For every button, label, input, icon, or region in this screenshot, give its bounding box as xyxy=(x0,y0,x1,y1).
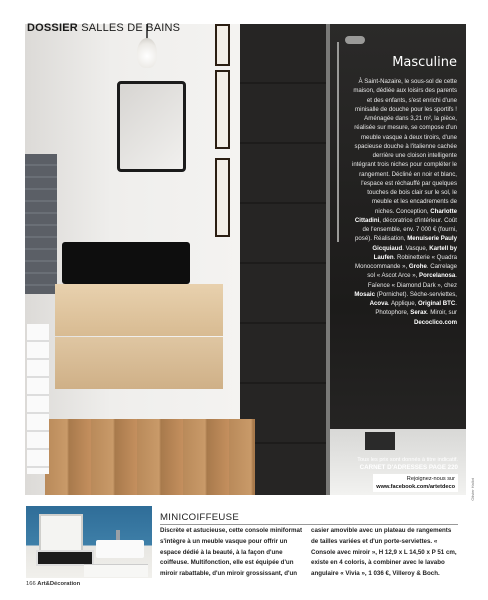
wall-mirror xyxy=(117,81,186,172)
shower-glass-edge xyxy=(326,24,330,495)
page-folio xyxy=(26,581,80,587)
social-box xyxy=(373,474,458,492)
body-text: , décoratrice d'intérieur. Coût de l'ensemble, env. 7 000 € (fourni, posé). Réalisation, xyxy=(355,216,457,243)
body-text: (Pornichet). Sèche-serviettes, xyxy=(375,290,457,298)
pendant-lamp xyxy=(137,38,157,68)
body-text: . Photophore, xyxy=(375,300,457,317)
insert-column-1: Discrète et astucieuse, cette console miniformat s'intègre à un meuble vasque pour offrir un espace dédié à la beauté, à la façon d'une coiffeuse. Multifonction, elle est équipée d'un miroir rabattable, d'un miroir grossissant, d'un xyxy=(160,527,303,578)
join-us-label: Rejoignez-nous sur xyxy=(406,476,455,482)
credit-name: Charlotte Cittadini xyxy=(354,207,457,224)
credit-name: Porcelanosa xyxy=(419,272,456,280)
credit-name: Serax xyxy=(410,309,427,317)
wood-floor xyxy=(45,419,255,495)
photo-credit: Olivier Hallot xyxy=(470,478,475,501)
showerhead xyxy=(345,36,365,44)
shower-rail xyxy=(337,42,339,242)
towel-radiator xyxy=(27,324,49,474)
address-book-ref: CARNET D'ADRESSES PAGE 220 xyxy=(359,464,458,471)
body-text: . Robinetterie « Quadra Monocommande », xyxy=(355,253,457,270)
vanity-drawer-bottom xyxy=(55,337,223,389)
vanity-console-photo xyxy=(26,506,152,578)
shower-drain xyxy=(365,432,395,450)
page-number: 166 xyxy=(26,581,36,587)
article-title: Masculine xyxy=(392,55,457,70)
prices-note xyxy=(336,456,458,492)
credit-name: Kartell by Laufen xyxy=(373,244,457,261)
article-text xyxy=(351,55,457,327)
insert-divider xyxy=(160,524,458,525)
facebook-link[interactable]: www.facebook.com/artetdeco xyxy=(376,484,455,490)
body-text: À Saint-Nazaire, le sous-sol de cette maison, dédiée aux loisirs des parents et des enfants, s'est enrichi d'une minisalle de douche pour les sportifs ! Aménagée dans 3,21 m², la pièce, réalisée sur mesure, se compose d'un meuble vasque à deux tiroirs, d'une spacieuse douche à l'italienne cachée derrière une cloison intelligente intégrant trois niches pour compléter le rangement. Décliné en noir et blanc, l'espace est réchauffé par quelques touches de bois clair sur le sol, le meuble et les encadrements de niches. Conception, xyxy=(351,78,457,215)
topic-label: SALLES DE BAINS xyxy=(81,22,181,34)
towels xyxy=(25,154,57,294)
folding-mirror xyxy=(39,514,83,554)
credit-name: Mosaic xyxy=(354,290,376,298)
body-text: . Vasque, xyxy=(402,244,430,252)
article-body xyxy=(351,77,457,327)
credit-name: Menuiserie Pauly Gicquiaud xyxy=(372,235,457,252)
niche-shelf xyxy=(215,70,230,149)
drawer xyxy=(84,564,148,577)
dossier-label: DOSSIER xyxy=(27,22,78,34)
credit-name: Decoclico.com xyxy=(413,318,457,326)
insert-column-2: casier amovible avec un plateau de rangements de tailles variées et d'un porte-serviettes. « Console avec miroir », H 12,9 x L 14,50 x P 51 cm, existe en 4 coloris, à combiner avec le lavabo angulaire « Vivia », 1 036 €, Villeroy & Boch. xyxy=(311,527,457,578)
insert-title: MINICOIFFEUSE xyxy=(160,512,240,523)
section-header xyxy=(27,22,180,34)
body-text: . Faïence « Diamond Dark », chez xyxy=(367,272,457,289)
niche-shelf xyxy=(215,158,230,237)
black-basin xyxy=(62,242,190,284)
niche-shelf xyxy=(215,24,230,66)
body-text: . Miroir, sur xyxy=(426,309,457,317)
magazine-name: Art&Décoration xyxy=(37,581,81,587)
credit-name: Acova xyxy=(369,300,388,307)
prices-disclaimer: Tous les prix sont donnés à titre indicatif. xyxy=(357,457,458,463)
body-text: . Carrelage sol « Ascot Arce », xyxy=(367,263,457,280)
credit-name: Original BTC xyxy=(418,300,456,307)
vanity-drawer-top xyxy=(55,284,223,336)
credit-name: Grohe xyxy=(408,263,427,270)
washbasin xyxy=(96,540,144,558)
body-text: . Applique, xyxy=(387,300,419,307)
